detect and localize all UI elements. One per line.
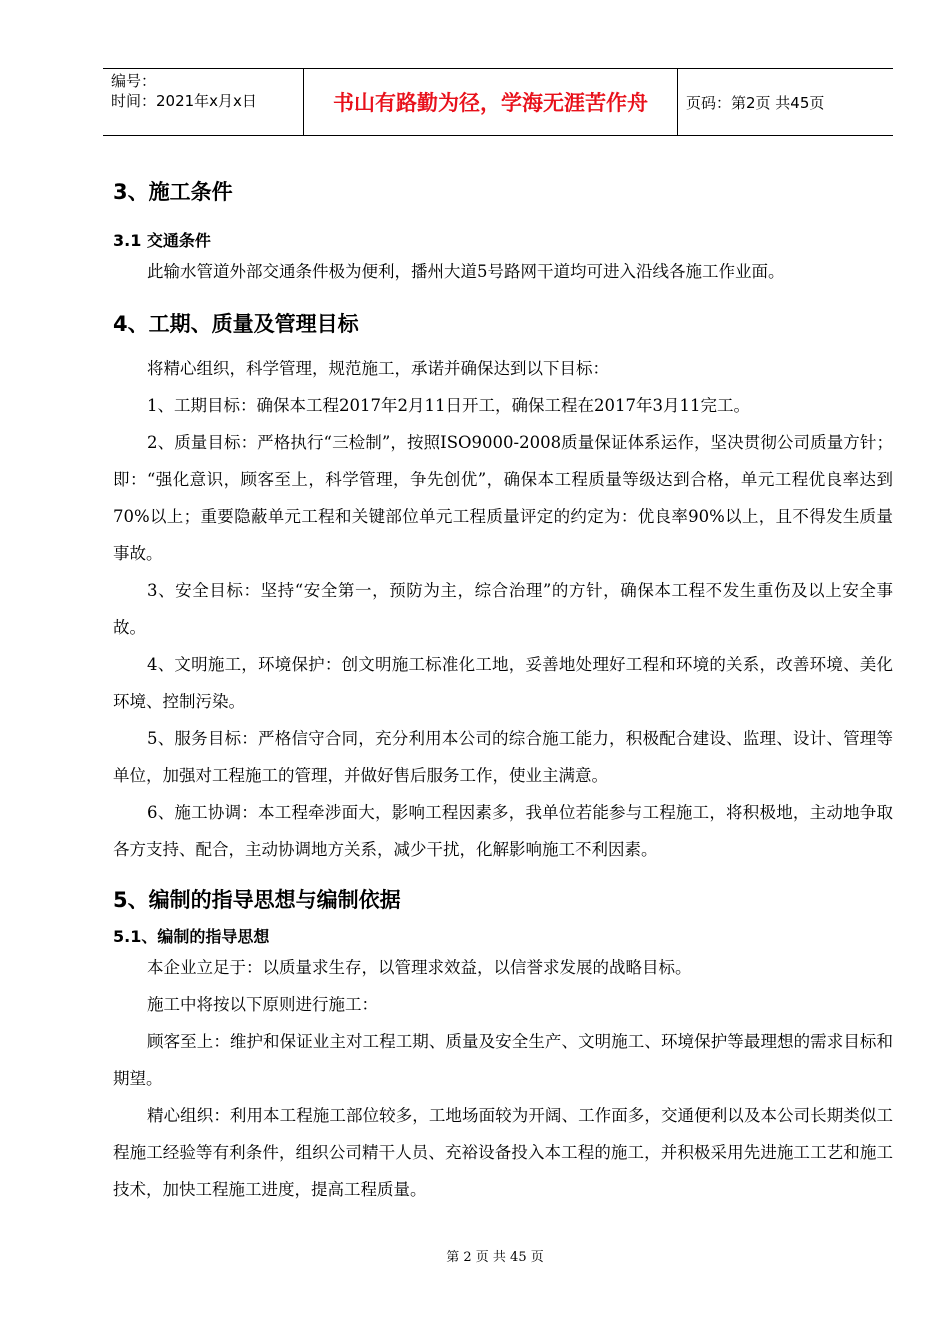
header-motto: 书山有路勤为径，学海无涯苦作舟 [304,69,678,135]
paragraph: 4、文明施工，环境保护：创文明施工标准化工地，妥善地处理好工程和环境的关系，改善环境、美化环境、控制污染。 [113,655,893,711]
paragraph: 5、服务目标：严格信守合同，充分利用本公司的综合施工能力，积极配合建设、监理、设计、管理等单位，加强对工程施工的管理，并做好售后服务工作，使业主满意。 [113,729,893,785]
section-3-1-title: 3.1 交通条件 [113,231,211,250]
section-5-1-title: 5.1、编制的指导思想 [113,927,270,946]
header-number-label: 编号： [111,72,157,90]
paragraph: 1、工期目标：确保本工程2017年2月11日开工，确保工程在2017年3月11完工。 [147,396,750,415]
paragraph: 顾客至上：维护和保证业主对工程工期、质量及安全生产、文明施工、环境保护等最理想的需求目标和期望。 [113,1032,893,1088]
paragraph: 2、质量目标：严格执行“三检制”，按照ISO9000-2008质量保证体系运作，坚决贯彻公司质量方针；即：“强化意识，顾客至上，科学管理，争先创优”，确保本工程质量等级达到合格，单元工程优良率达到70%以上；重要隐蔽单元工程和关键部位单元工程质量评定的约定为：优良率90%以上，且不得发生质量事故。 [113,433,893,563]
section-5-title: 5、编制的指导思想与编制依据 [113,888,401,912]
section-3-title: 3、施工条件 [113,180,233,204]
header-time-label: 时间：2021年x月x日 [111,92,257,110]
page-header [103,68,893,136]
paragraph: 3、安全目标：坚持“安全第一，预防为主，综合治理”的方针，确保本工程不发生重伤及以上安全事故。 [113,581,893,637]
paragraph: 精心组织：利用本工程施工部位较多，工地场面较为开阔、工作面多，交通便利以及本公司长期类似工程施工经验等有利条件，组织公司精干人员、充裕设备投入本工程的施工，并积极采用先进施工工艺和施工技术，加快工程施工进度，提高工程质量。 [113,1106,893,1199]
document-body [113,170,893,1208]
paragraph: 将精心组织，科学管理，规范施工，承诺并确保达到以下目标： [147,359,609,378]
header-page-label: 页码：第2页 共45页 [686,93,825,112]
paragraph: 本企业立足于：以质量求生存，以管理求效益，以信誉求发展的战略目标。 [147,958,692,977]
section-4-title: 4、工期、质量及管理目标 [113,312,359,336]
paragraph: 此输水管道外部交通条件极为便利，播州大道5号路网干道均可进入沿线各施工作业面。 [147,262,785,281]
header-meta-cell [103,69,304,135]
page-footer: 第 2 页 共 45 页 [446,1250,544,1265]
paragraph: 施工中将按以下原则进行施工： [147,995,378,1014]
paragraph: 6、施工协调：本工程牵涉面大，影响工程因素多，我单位若能参与工程施工，将积极地，主动地争取各方支持、配合，主动协调地方关系，减少干扰，化解影响施工不利因素。 [113,803,893,859]
